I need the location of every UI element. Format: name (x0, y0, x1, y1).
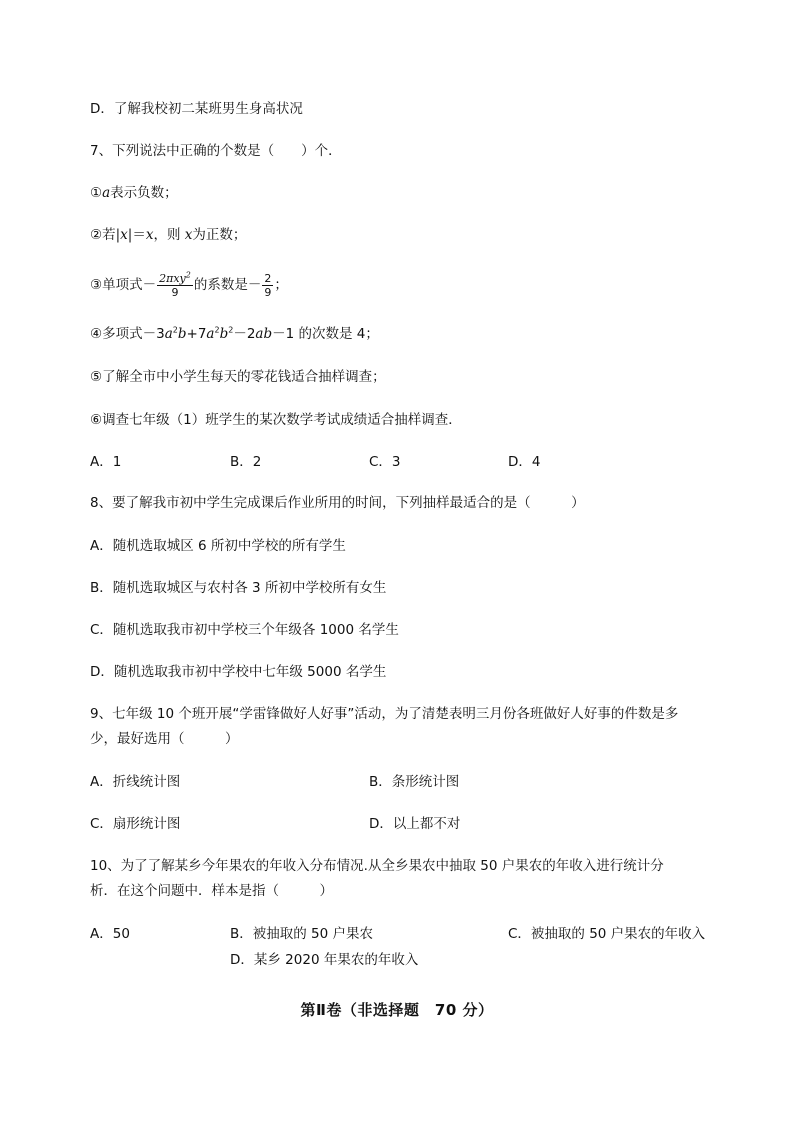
q7-statement-3 (90, 270, 288, 300)
q7-option-d: D．4 (508, 454, 541, 470)
q10-option-a: A．50 (90, 926, 130, 942)
q7-s4-prefix: ④多项式－3 (90, 326, 165, 342)
q9-option-b: B．条形统计图 (369, 774, 460, 790)
q7-s2-text: 为正数； (192, 227, 247, 243)
q7-s3-denominator: 9 (171, 285, 179, 299)
q7-stem: 7、下列说法中正确的个数是（ ）个． (90, 143, 342, 159)
q7-statement-5: ⑤了解全市中小学生每天的零花钱适合抽样调查； (90, 369, 386, 385)
q7-s2-abs: |x| (115, 227, 133, 243)
q10-stem-line-2: 析．在这个问题中．样本是指（ ） (90, 883, 333, 899)
q8-stem: 8、要了解我市初中学生完成课后作业所用的时间，下列抽样最适合的是（ ） (90, 495, 585, 511)
q7-s3-numerator-2: 2 (264, 271, 272, 285)
q7-statement-6: ⑥调查七年级（1）班学生的某次数学考试成绩适合抽样调查． (90, 412, 462, 428)
q9-stem-line-1: 9、七年级 10 个班开展“学雷锋做好人好事”活动，为了清楚表明三月份各班做好人好事的件数是多 (90, 706, 679, 722)
q7-s3-prefix: ③单项式－ (90, 277, 157, 293)
q7-s2-var2: x (184, 227, 193, 243)
q7-statement-4: ④多项式$-3a^2b+7a^2b^2-2ab-1$ 的次数是 4； (90, 325, 379, 342)
q7-s3-fraction-2 (262, 272, 273, 299)
q9-stem-line-2: 少，最好选用（ ） (90, 731, 239, 747)
q9-option-a: A．折线统计图 (90, 774, 181, 790)
q7-statement-1 (90, 184, 178, 202)
q7-s2-prefix: ②若 (90, 227, 116, 243)
q7-s3-mid: 的系数是－ (193, 277, 262, 293)
q7-s1-text: 表示负数； (110, 185, 178, 201)
q7-statement-2 (90, 226, 246, 244)
q10-option-b: B．被抽取的 50 户果农 (230, 926, 374, 942)
q10-option-d: D．某乡 2020 年果农的年收入 (230, 952, 419, 968)
q9-option-d: D．以上都不对 (369, 816, 461, 832)
q9-option-c: C．扇形统计图 (90, 816, 181, 832)
q7-option-b: B．2 (230, 454, 262, 470)
q7-s3-denominator-2: 9 (264, 285, 272, 299)
q7-s2-eq: ＝ (132, 227, 146, 243)
q8-option-a: A．随机选取城区 6 所初中学校的所有学生 (90, 538, 346, 554)
q10-stem-line-1: 10、为了了解某乡今年果农的年收入分布情况.从全乡果农中抽取 50 户果农的年收入进行统计分 (90, 858, 664, 874)
q8-option-d: D．随机选取我市初中学校中七年级 5000 名学生 (90, 664, 387, 680)
q7-option-a: A．1 (90, 454, 122, 470)
q8-option-b: B．随机选取城区与农村各 3 所初中学校所有女生 (90, 580, 387, 596)
q7-s3-end: ； (274, 277, 288, 293)
q7-s1-prefix: ① (90, 185, 103, 201)
q7-s1-var: a (102, 185, 111, 201)
q7-s3-fraction (157, 269, 193, 299)
q7-option-c: C．3 (369, 454, 401, 470)
q7-s3-numerator: 2πxy$^2$ (159, 269, 191, 285)
q8-option-c: C．随机选取我市初中学校三个年级各 1000 名学生 (90, 622, 399, 638)
q7-s2-var: x (145, 227, 154, 243)
q10-option-c: C．被抽取的 50 户果农的年收入 (508, 926, 706, 942)
q7-s2-mid: ，则 (153, 227, 185, 243)
section-title: 第Ⅱ卷（非选择题 70 分） (300, 1001, 494, 1019)
q6-option-d: D．了解我校初二某班男生身高状况 (90, 101, 303, 117)
